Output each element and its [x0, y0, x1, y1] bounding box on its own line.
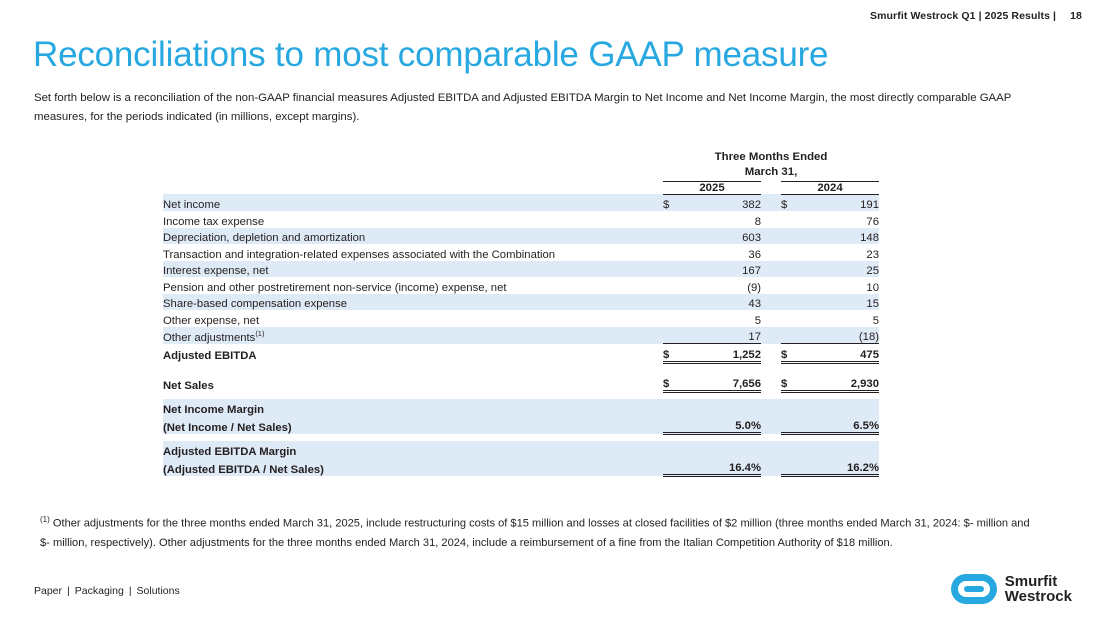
column-header-2024: 2024: [781, 181, 879, 194]
smurfit-westrock-logo-icon: [951, 574, 997, 604]
row-currency-2024: [781, 228, 805, 245]
row-value-2024: 191: [805, 194, 879, 211]
row-currency-2025: [663, 261, 687, 278]
row-value-2025: [687, 399, 761, 416]
table-row-total: [163, 344, 879, 363]
spacer: [163, 362, 879, 374]
row-value-2025: 5.0%: [687, 416, 761, 434]
row-value-2024: 475: [805, 344, 879, 363]
intro-paragraph: Set forth below is a reconciliation of the non-GAAP financial measures Adjusted EBITDA and Adjusted EBITDA Margin to Net Income and Net Income Margin, the most directly comparable GAAP measures, for the periods indicated (in millions, except margins).: [34, 92, 1012, 123]
table-row: [163, 310, 879, 327]
table-row: [163, 294, 879, 311]
row-value-2024: 23: [866, 248, 879, 261]
footer-item-paper: Paper: [34, 585, 63, 597]
row-value-2024: 15: [805, 294, 879, 311]
row-label: Income tax expense: [163, 215, 265, 228]
row-value-2025: 17: [687, 327, 761, 344]
row-currency-2025: [663, 458, 687, 476]
row-currency-2025: [663, 228, 687, 245]
reconciliation-table: [163, 150, 879, 477]
row-value-2024: 6.5%: [805, 416, 879, 434]
footnote-mark: (1): [40, 515, 50, 524]
row-label: Pension and other postretirement non-service (income) expense, net: [163, 281, 507, 294]
row-label-text: Other adjustments: [163, 331, 256, 344]
row-value-2025: [687, 441, 761, 458]
table-row: [163, 244, 879, 261]
reconciliation-table-wrap: [163, 150, 883, 477]
spacer: [163, 392, 879, 400]
deck-title: Smurfit Westrock Q1 | 2025 Results |: [870, 10, 1057, 22]
table-row: [163, 327, 879, 344]
row-label: (Net Income / Net Sales): [163, 416, 663, 434]
footnote: [40, 513, 1040, 554]
row-currency-2025: [663, 211, 687, 228]
row-currency-2024: [781, 399, 805, 416]
row-currency-2025: [663, 327, 687, 344]
page-title: Reconciliations to most comparable GAAP measure: [33, 35, 829, 74]
row-value-2025: 382: [687, 194, 761, 211]
row-currency-2024: [781, 458, 805, 476]
summary-row-adj-ebitda-margin-label: [163, 441, 879, 458]
row-label-footnote-mark: (1): [255, 329, 265, 339]
row-value-2025: 5: [754, 314, 761, 327]
row-value-2025: 36: [748, 248, 761, 261]
logo-line-1: Smurfit: [1004, 572, 1058, 590]
row-currency-2024: [781, 261, 805, 278]
row-currency-2024: [781, 441, 805, 458]
table-year-row: [163, 181, 879, 194]
header-line-2: March 31,: [744, 166, 798, 179]
row-currency-2025: $: [663, 194, 687, 211]
row-value-2025: 7,656: [687, 374, 761, 392]
row-label: Net Income Margin: [163, 399, 663, 416]
page-number: 18: [1070, 10, 1082, 22]
row-currency-2024: [781, 416, 805, 434]
row-currency-2025: $: [663, 374, 687, 392]
company-logo: [951, 574, 1072, 606]
row-value-2024: 148: [805, 228, 879, 245]
row-label: Adjusted EBITDA: [163, 350, 257, 363]
row-value-2025: 1,252: [687, 344, 761, 363]
column-header-2025: 2025: [663, 181, 761, 194]
header-line-1: Three Months Ended: [714, 151, 828, 163]
row-value-2024: 25: [805, 261, 879, 278]
row-currency-2024: [781, 211, 805, 228]
table-row: [163, 228, 879, 245]
row-currency-2025: [663, 244, 687, 261]
table-row: [163, 211, 879, 228]
row-currency-2024: $: [781, 344, 805, 363]
row-value-2024: [805, 399, 879, 416]
table-row: [163, 261, 879, 278]
row-currency-2024: $: [781, 374, 805, 392]
table-row: [163, 277, 879, 294]
row-currency-2024: [781, 294, 805, 311]
row-value-2025: 16.4%: [687, 458, 761, 476]
slide-header: [870, 10, 1082, 22]
row-value-2025: 167: [687, 261, 761, 278]
row-currency-2025: [663, 310, 687, 327]
table-header-row: [163, 150, 879, 181]
row-currency-2024: [781, 277, 805, 294]
table-row: [163, 194, 879, 211]
row-label: (Adjusted EBITDA / Net Sales): [163, 458, 663, 476]
row-value-2024: 5: [872, 314, 879, 327]
row-label: Interest expense, net: [163, 261, 663, 278]
logo-line-2: Westrock: [1004, 588, 1072, 606]
footer-tagline: Paper | Packaging | Solutions: [34, 585, 180, 597]
row-value-2024: 76: [866, 215, 879, 228]
row-label: Share-based compensation expense: [163, 294, 663, 311]
row-label: Adjusted EBITDA Margin: [163, 441, 663, 458]
row-currency-2024: $: [781, 194, 805, 211]
row-currency-2024: [781, 310, 805, 327]
row-label: Net Sales: [163, 379, 214, 392]
row-value-2025: 603: [687, 228, 761, 245]
row-value-2024: (18): [805, 327, 879, 344]
table-header-period: [663, 150, 879, 181]
row-value-2025: 8: [754, 215, 761, 228]
logo-wordmark: [1005, 574, 1072, 606]
row-value-2025: 43: [687, 294, 761, 311]
footer-item-solutions: Solutions: [136, 585, 180, 597]
summary-row-net-income-margin-label: [163, 399, 879, 416]
summary-row-adj-ebitda-margin-value: [163, 458, 879, 476]
summary-row-net-income-margin-value: [163, 416, 879, 434]
spacer: [163, 434, 879, 442]
row-value-2024: 16.2%: [805, 458, 879, 476]
row-currency-2025: [663, 277, 687, 294]
row-value-2025: (9): [747, 281, 761, 294]
row-label: Net income: [163, 194, 663, 211]
footer-item-packaging: Packaging: [74, 585, 124, 597]
summary-row-net-sales: [163, 374, 879, 392]
row-value-2024: [805, 441, 879, 458]
row-currency-2025: $: [663, 344, 687, 363]
row-label: Depreciation, depletion and amortization: [163, 228, 663, 245]
row-label: Other expense, net: [163, 314, 260, 327]
row-currency-2025: [663, 416, 687, 434]
row-value-2024: 10: [866, 281, 879, 294]
row-value-2024: 2,930: [805, 374, 879, 392]
row-label: Transaction and integration-related expenses associated with the Combination: [163, 248, 556, 261]
row-currency-2025: [663, 294, 687, 311]
row-label: [163, 327, 663, 344]
row-currency-2024: [781, 244, 805, 261]
footnote-text: Other adjustments for the three months ended March 31, 2025, include restructuring costs of $15 million and losses at closed facilities of $2 million (three months ended March 31, 2024: $- million and $- million, respectively). Other adjustments for the three months ended March 31, 2024, include a reimbursement of a fine from the Italian Competition Authority of $18 million.: [40, 517, 1030, 550]
row-currency-2025: [663, 441, 687, 458]
row-currency-2024: [781, 327, 805, 344]
row-currency-2025: [663, 399, 687, 416]
